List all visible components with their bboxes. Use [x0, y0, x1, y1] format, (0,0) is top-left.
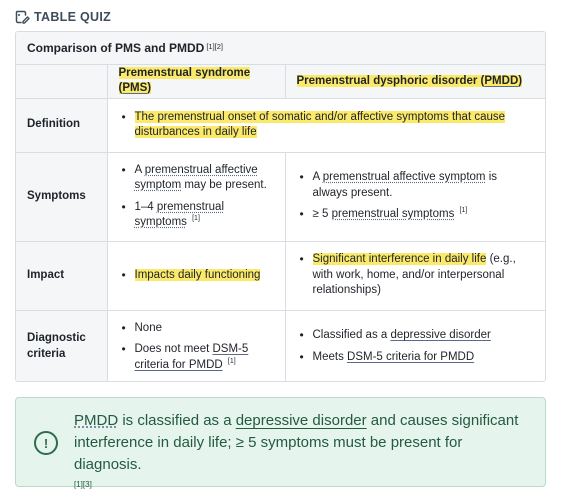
list-item: • Classified as a depressive disorder: [300, 328, 536, 344]
list-item: • Meets DSM-5 criteria for PMDD: [300, 350, 536, 366]
diagnostic-pmdd-cell: [285, 310, 546, 382]
table-grid: [16, 65, 546, 382]
quiz-header: [14, 8, 111, 26]
depressive-disorder-link[interactable]: depressive disorder: [235, 412, 367, 429]
summary-note: [15, 397, 546, 487]
premenstrual-symptoms-link[interactable]: premenstrual symptoms: [134, 200, 225, 228]
table-header-row: [16, 65, 546, 98]
list-item: • A premenstrual affective symptom is always present.: [300, 170, 536, 201]
pmdd-link[interactable]: PMDD: [74, 412, 119, 429]
symptoms-pms-cell: [107, 152, 285, 241]
pmdd-link[interactable]: PMDD: [484, 74, 519, 87]
row-label-impact: Impact: [16, 241, 107, 310]
impact-pmdd-cell: [285, 241, 546, 310]
comparison-table: [15, 31, 546, 382]
table-row-impact: [16, 241, 546, 310]
list-item: • Does not meet DSM-5 criteria for PMDD [1]: [122, 342, 273, 373]
caption-refs[interactable]: [1][2]: [206, 41, 224, 51]
column-header-pms: Premenstrual syndrome (PMS): [107, 65, 285, 98]
row-label-symptoms: Symptoms: [16, 152, 107, 241]
quiz-header-label: TABLE QUIZ: [34, 10, 112, 24]
dsm5-criteria-link[interactable]: DSM-5 criteria for PMDD: [347, 350, 475, 363]
column-header-pmdd: Premenstrual dysphoric disorder (PMDD): [285, 65, 546, 98]
table-quiz-icon: [14, 9, 30, 25]
citation-ref[interactable]: [1]: [227, 357, 236, 365]
list-item: • Significant interference in daily life (e.g., with work, home, and/or interpersonal relationships): [300, 252, 536, 299]
list-item: • None: [122, 321, 273, 337]
citation-ref[interactable]: [1]: [192, 215, 200, 223]
table-row-definition: [16, 98, 546, 152]
list-item: • ≥ 5 premenstrual symptoms [1]: [300, 207, 536, 223]
row-label-definition: Definition: [16, 98, 107, 152]
pms-link[interactable]: PMS: [122, 82, 148, 95]
affective-symptom-link[interactable]: premenstrual affective symptom: [134, 163, 258, 191]
row-label-diagnostic: Diagnostic criteria: [16, 310, 107, 382]
table-row-diagnostic: [16, 310, 546, 382]
list-item: • 1–4 premenstrual symptoms [1]: [122, 200, 273, 231]
summary-note-text: PMDD is classified as a depressive disorder and causes significant interference in daily life; ≥ 5 symptoms must be present for diagnosis. [1][3]: [74, 410, 534, 492]
depressive-disorder-link[interactable]: depressive disorder: [390, 329, 491, 342]
premenstrual-symptoms-link[interactable]: premenstrual symptoms: [331, 208, 455, 221]
citation-ref[interactable]: [1]: [459, 207, 468, 215]
definition-text: The premenstrual onset of somatic and/or affective symptoms that cause disturbances in daily life: [134, 110, 506, 138]
note-refs[interactable]: [1][3]: [74, 480, 92, 489]
list-item: • Impacts daily functioning: [122, 268, 273, 284]
table-caption: [16, 32, 545, 65]
corner-cell: [16, 65, 107, 98]
table-caption-text: Comparison of PMS and PMDD: [27, 41, 205, 55]
symptoms-pmdd-cell: [285, 152, 546, 241]
table-row-symptoms: [16, 152, 546, 241]
affective-symptom-link[interactable]: premenstrual affective symptom: [322, 171, 486, 184]
impact-pms-cell: [107, 241, 285, 310]
definition-cell: [107, 98, 546, 152]
dsm5-criteria-link[interactable]: DSM-5 criteria for PMDD: [134, 343, 249, 371]
diagnostic-pms-cell: [107, 310, 285, 382]
exclamation-icon: !: [34, 431, 58, 455]
list-item: • A premenstrual affective symptom may be present.: [122, 163, 273, 194]
